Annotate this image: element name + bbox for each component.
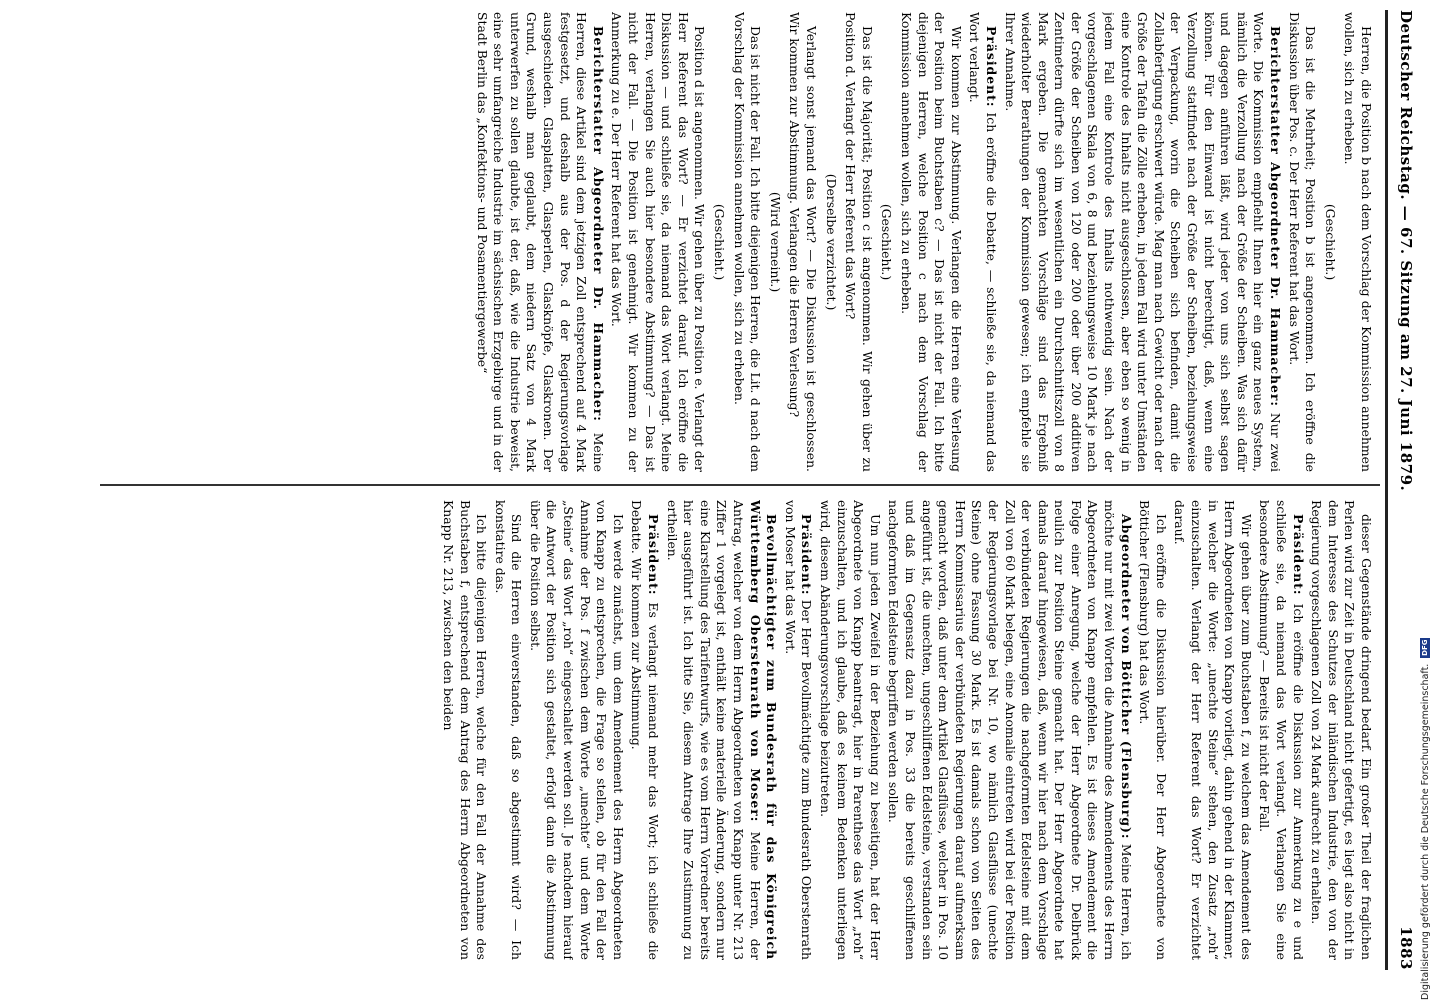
speech-text: Meine Herren, diese Artikel sind dem jetzigen Zoll entsprechend auf 4 Mark festgesetzt, und deshalb aus der Pos. d der Regierungsvorlage ausgeschieden. Glasplatten, Glasperlen, Glasknöpfe, Glaskronen. Der Grund, weshalb man geglaubt, dem niedern Satz von 4 Mark unterwerfen zu sollen glaubte, ist der, daß, wie die Industrie beweist, eine sehr umfangreiche Industrie im sächsischen Erzgebirge und in der Stadt Berlin das „Konfektions- und Posamentiergewerbe“ xyxy=(474,12,606,472)
speaker-name: Bevollmächtigter zum Bundesrath für das Königreich Württemberg Oberstenrath von Moser: xyxy=(747,500,780,960)
speaker-name: Präsident: xyxy=(1290,514,1306,596)
speech-text: Nur zwei Worte. Die Kommission empfiehlt Ihnen hier ein ganz neues System, nämlich die Verzollung nach der Größe der Scheiben. Was sich dafür und dagegen anführen läßt, wird jeder von uns sich selbst sagen können. Für den Einwand ist nicht berechtigt, daß, wenn eine Verzollung stattfindet nach der Größe der Scheiben, beziehungsweise der Verpackung, worin die Scheiben sich befinden, damit die Zollabfertigung erschwert würde. Mag man nach Gewicht oder nach der Größe der Tafeln die Zölle erheben, in jedem Fall wird unter Umständen eine Kontrole des Inhalts nicht ausgeschlossen, aber eben so wenig in jedem Fall eine Kontrole des Inhalts nothwendig sein. Nach der vorgeschlagenen Skala von 6, 8 und beziehungsweise 10 Mark je nach der Größe der Scheiben von 120 oder 200 oder über 200 additiven Zentimetern dürfte sich im wesentlichen ein Durchschnittszoll von 8 Mark ergeben. Die gemachten Vorschläge sind das Ergebniß wiederholter Berathungen der Kommission gewesen; ich empfehle sie Ihrer Annahme. xyxy=(1002,12,1284,472)
speech-text: Ich eröffne die Diskussion zur Anmerkung zu e und schließe sie, da niemand das Wort verlangt. Verlangen Sie eine besondere Abstimmung? — Bereits ist nicht der Fall. xyxy=(1257,500,1306,960)
speaker-name: Berichterstatter Abgeordneter Dr. Hammacher: xyxy=(590,26,606,422)
speech-paragraph xyxy=(885,500,1134,960)
digitization-stamp xyxy=(1418,0,1432,1000)
text-paragraph: Das ist die Mehrheit; Position b ist angenommen. Ich eröffne die Diskussion über Pos. c. Der Herr Referent hat das Wort. xyxy=(1286,12,1319,472)
speech-text: Der Herr Bevollmächtigte zum Bundesrath Oberstenrath von Moser hat das Wort. xyxy=(782,500,815,960)
page-number: 1883 xyxy=(1397,926,1415,970)
text-paragraph: Ich eröffne die Diskussion hierüber. Der Herr Abgeordnete von Bötticher (Flensburg) hat das Wort. xyxy=(1137,500,1169,960)
speaker-name: Präsident: xyxy=(646,514,662,596)
text-paragraph: Das ist die Majorität; Position c ist angenommen. Wir gehen über zu Position d. Verlangt der Herr Referent das Wort? xyxy=(843,12,875,472)
speech-text: Es verlangt niemand mehr das Wort; ich schließe die Debatte. Wir kommen zur Abstimmung. xyxy=(629,500,662,960)
stage-direction: (Geschieht.) xyxy=(879,203,895,281)
speaker-name: Präsident: xyxy=(799,514,815,596)
right-column xyxy=(94,500,1374,960)
speech-text: Meine Herren, ich möchte nur mit zwei Worten die Annahme des Amendements des Herrn Abgeordneten von Knapp empfehlen. Es ist dieses Amendement die Folge einer Anregung, welche der Herr Abgeordnete Dr. Delbrück neulich zur Position Steine gemacht hat. Der Herr Abgeordnete hat damals darauf hingewiesen, daß, wenn wir hier nach dem Vorschlage der verbündeten Regierungen die nachgeformten Edelsteine mit dem Zoll von 60 Mark belegen, eine Anomalie eintreten wird bei der Position der Regierungsvorlage bei Nr. 10, wo nämlich Glasflüsse (unechte Steine) ohne Fassung 30 Mark. Es ist damals schon von Seiten des Herrn Kommissarius der verbündeten Regierungen darauf aufmerksam gemacht worden, daß unter dem Artikel Glasflüsse, welcher in Pos. 10 angeführt ist, die unechten, ungeschliffenen Edelsteine, verstanden sein und daß im Gegensatz dazu in Pos. 33 die bereits geschliffenen nachgeformten Edelsteine begriffen werden sollen. xyxy=(886,500,1134,960)
header-rule xyxy=(1385,10,1388,970)
column-divider xyxy=(100,484,1380,486)
text-paragraph: Ich bitte diejenigen Herren, welche für den Fall der Annahme des Buchstaben f, entsprechend dem Antrag des Herrn Abgeordneten von Knapp Nr. 213, zwischen den beiden xyxy=(440,500,490,960)
text-paragraph: Sind die Herren einverstanden, daß so abgestimmt wird? — Ich konstatire das. xyxy=(492,500,525,960)
text-paragraph: Das ist nicht der Fall. Ich bitte diejenigen Herren, die Lit. d nach dem Vorschlag der Kommission annehmen wollen, sich zu erheben. xyxy=(731,12,764,472)
speaker-name: Abgeordneter von Bötticher (Flensburg): xyxy=(1118,514,1134,840)
stage-direction: (Derselbe verzichtet.) xyxy=(823,173,839,311)
speech-paragraph xyxy=(1001,12,1283,472)
speech-paragraph xyxy=(663,500,779,960)
speech-paragraph xyxy=(473,12,606,472)
page-header xyxy=(1392,10,1420,970)
text-paragraph: Wir kommen zur Abstimmung. Verlangen die Herren eine Verlesung der Position beim Buchstaben c? — Das ist nicht der Fall. Ich bitte diejenigen Herren, welche Position c nach dem Vorschlag der Kommission annehmen wollen, sich zu erheben. xyxy=(898,12,964,472)
stage-direction: (Geschieht.) xyxy=(712,203,728,281)
speech-paragraph xyxy=(966,12,999,472)
speaker-name: Präsident: xyxy=(983,26,999,108)
header-title: Deutscher Reichstag. — 67. Sitzung am 27. Juni 1879. xyxy=(1397,10,1415,492)
stamp-text: Digitalisierung gefördert durch die Deutsche Forschungsgemeinschaft. xyxy=(1419,663,1431,1000)
text-paragraph: Herren, die Position b nach dem Vorschlag der Kommission annehmen wollen, sich zu erheben. xyxy=(1342,12,1374,472)
text-paragraph: Wir gehen über zum Buchstaben f, zu welchem das Amendement des Herrn Abgeordneten von Knapp vorliegt, dahin gehend in der Klammer, in welcher die Worte: „unechte Steine“ stehen, den Zusatz „roh“ einzuschalten. Verlangt der Herr Referent das Wort? Er verzichtet darauf. xyxy=(1172,500,1254,960)
dfg-logo-icon: DFG xyxy=(1421,639,1429,656)
speech-paragraph xyxy=(781,500,814,960)
speech-text: Ich eröffne die Debatte, — schließe sie, da niemand das Wort verlangt. xyxy=(967,12,999,472)
text-paragraph: dieser Gegenstände dringend bedarf. Ein großer Theil der fraglichen Perlen wird zur Zeit in Deutschland nicht gefertigt, es liegt also nicht in dem Interesse des Schutzes der inländischen Industrie, den von der Regierung vorgeschlagenen Zoll von 24 Mark aufrecht zu erhalten. xyxy=(1309,500,1374,960)
speaker-name: Berichterstatter Abgeordneter Dr. Hammacher: xyxy=(1268,26,1284,407)
left-column xyxy=(94,12,1374,472)
text-paragraph: Verlangt sonst jemand das Wort? — Die Diskussion ist geschlossen. Wir kommen zur Abstimmung. Verlangen die Herren Verlesung? xyxy=(787,12,819,472)
speech-text: Meine Herren, der Antrag, welcher von dem Herrn Abgeordneten von Knapp unter Nr. 213 Ziffer 1 vorgelegt ist, enthält keine materielle Änderung, sondern nur eine Klarstellung des Tarifentwurfs, wie es vom Herrn Vorredner bereits hier ausgeführt ist. Ich bitte Sie, diesem Antrage Ihre Zustimmung zu ertheilen. xyxy=(664,500,763,960)
text-paragraph: Um nun jeden Zweifel in der Beziehung zu beseitigen, hat der Herr Abgeordnete von Knapp beantragt, hier in Parenthese das Wort „roh“ einzuschalten, und ich glaube, daß es keinem Bedenken unterliegen wird, diesem Abänderungsvorschlage beizutreten. xyxy=(818,500,883,960)
speech-paragraph xyxy=(1256,500,1306,960)
text-paragraph: Ich werde zunächst, um dem Amendement des Herrn Abgeordneten von Knapp zu entsprechen, die Frage so stellen, ob für den Fall der Annahme der Pos. f zwischen dem Worte „unechte“ und dem Worte „Steine“ das Wort „roh“ eingeschaltet werden soll. Je nachdem hierauf die Antwort der Position sich gestaltet, erfolgt dann die Abstimmung über die Position selbst. xyxy=(527,500,626,960)
stage-direction: (Geschieht.) xyxy=(1322,203,1338,281)
stage-direction: (Wird verneint.) xyxy=(767,191,783,293)
speech-paragraph xyxy=(628,500,661,960)
text-paragraph: Position d ist angenommen. Wir gehen über zu Position e. Verlangt der Herr Referent das Wort? — Er verzichtet darauf. Ich eröffne die Diskussion — und schließe sie, da niemand das Wort verlangt. Meine Herren, verlangen Sie auch hier besondere Abstimmung? — Das ist nicht der Fall. — Die Position ist genehmigt. Wir kommen zu der Anmerkung zu e. Der Herr Referent hat das Wort. xyxy=(609,12,708,472)
